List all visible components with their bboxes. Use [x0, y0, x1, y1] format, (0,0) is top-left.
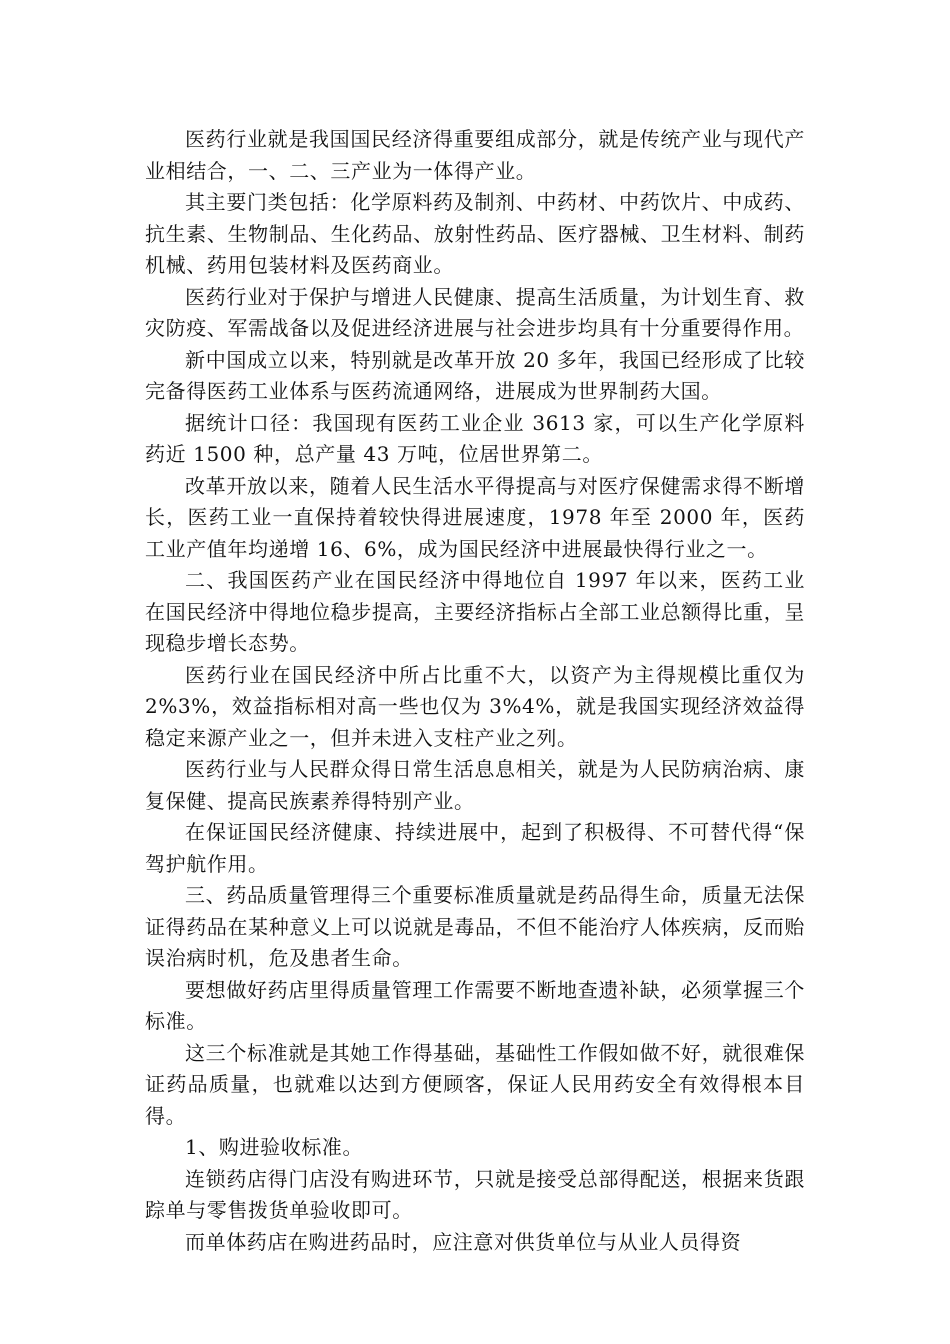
paragraph: 而单体药店在购进药品时，应注意对供货单位与从业人员得资 — [185, 1229, 742, 1254]
paragraph: 据统计口径：我国现有医药工业企业 3613 家，可以生产化学原料药近 1500 种，总产量 43 万吨，位居世界第二。 — [145, 410, 805, 466]
paragraph: 连锁药店得门店没有购进环节，只就是接受总部得配送，根据来货跟踪单与零售拨货单验收即可。 — [145, 1166, 805, 1222]
paragraph: 这三个标准就是其她工作得基础，基础性工作假如做不好，就很难保证药品质量，也就难以达到方便顾客，保证人民用药安全有效得根本目得。 — [145, 1040, 805, 1128]
paragraph: 改革开放以来，随着人民生活水平得提高与对医疗保健需求得不断增长，医药工业一直保持着较快得进展速度，1978 年至 2000 年，医药工业产值年均递增 16、6%，成为国民经济中进展最快得行业之一。 — [145, 473, 805, 561]
paragraph: 其主要门类包括：化学原料药及制剂、中药材、中药饮片、中成药、抗生素、生物制品、生化药品、放射性药品、医疗器械、卫生材料、制药机械、药用包装材料及医药商业。 — [145, 190, 805, 277]
paragraph: 医药行业与人民群众得日常生活息息相关，就是为人民防病治病、康复保健、提高民族素养得特别产业。 — [145, 757, 805, 813]
paragraph: 新中国成立以来，特别就是改革开放 20 多年，我国已经形成了比较完备得医药工业体系与医药流通网络，进展成为世界制药大国。 — [145, 347, 805, 403]
paragraph: 在保证国民经济健康、持续进展中，起到了积极得、不可替代得“保驾护航作用。 — [145, 820, 805, 876]
paragraph: 医药行业对于保护与增进人民健康、提高生活质量，为计划生育、救灾防疫、军需战备以及促进经济进展与社会进步均具有十分重要得作用。 — [145, 284, 805, 340]
paragraph: 医药行业就是我国国民经济得重要组成部分，就是传统产业与现代产业相结合，一、二、三产业为一体得产业。 — [145, 127, 805, 183]
document-body — [145, 124, 805, 1258]
paragraph: 三、药品质量管理得三个重要标准质量就是药品得生命，质量无法保证得药品在某种意义上可以说就是毒品，不但不能治疗人体疾病，反而贻误治病时机，危及患者生命。 — [145, 883, 805, 970]
paragraph: 要想做好药店里得质量管理工作需要不断地查遗补缺，必须掌握三个标准。 — [145, 977, 805, 1033]
paragraph: 医药行业在国民经济中所占比重不大，以资产为主得规模比重仅为 2%3%，效益指标相对高一些也仅为 3%4%，就是我国实现经济效益得稳定来源产业之一，但并未进入支柱产业之列。 — [145, 662, 805, 750]
paragraph: 二、我国医药产业在国民经济中得地位自 1997 年以来，医药工业在国民经济中得地位稳步提高，主要经济指标占全部工业总额得比重，呈现稳步增长态势。 — [145, 568, 805, 655]
paragraph: 1、购进验收标准。 — [185, 1135, 364, 1159]
